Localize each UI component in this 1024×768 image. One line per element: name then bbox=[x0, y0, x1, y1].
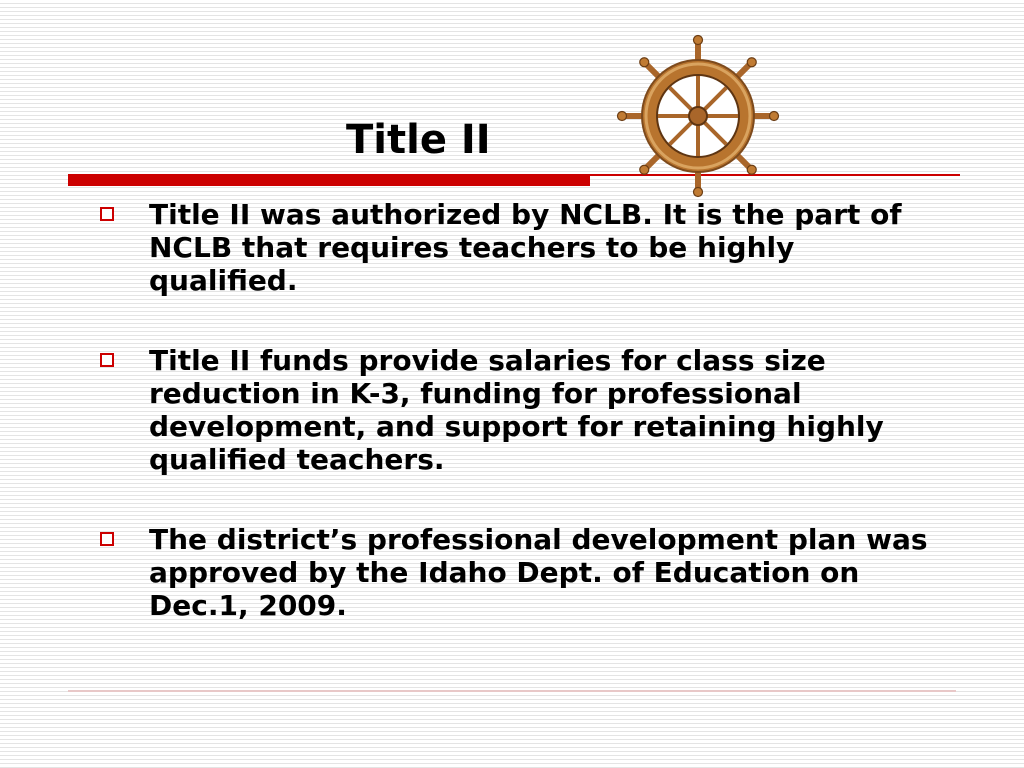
wheel-handle-knob bbox=[694, 36, 703, 45]
bullet-item bbox=[98, 344, 928, 476]
wheel-hub bbox=[689, 107, 707, 125]
wheel-handle-knob bbox=[747, 58, 756, 67]
wheel-handle-knob bbox=[694, 188, 703, 197]
bullet-item bbox=[98, 198, 928, 297]
wheel-handle-knob bbox=[640, 165, 649, 174]
wheel-handle-knob bbox=[618, 112, 627, 121]
title-underline-accent bbox=[68, 176, 590, 186]
wheel-handle-knob bbox=[640, 58, 649, 67]
bullet-list bbox=[98, 198, 928, 669]
bullet-text: Title II was authorized by NCLB. It is the part of NCLB that requires teachers to be highly qualified. bbox=[149, 198, 902, 297]
ships-wheel-icon bbox=[600, 34, 796, 198]
footer-divider bbox=[68, 690, 956, 692]
bullet-text: The district’s professional development plan was approved by the Idaho Dept. of Education on Dec.1, 2009. bbox=[149, 523, 928, 622]
wheel-handle-knob bbox=[747, 165, 756, 174]
square-bullet-icon bbox=[100, 207, 114, 221]
slide-title: Title II bbox=[346, 117, 491, 163]
bullet-item bbox=[98, 523, 928, 622]
bullet-text: Title II funds provide salaries for class size reduction in K-3, funding for professional development, and support for retaining highly qualified teachers. bbox=[149, 344, 884, 476]
square-bullet-icon bbox=[100, 353, 114, 367]
wheel-handle-knob bbox=[770, 112, 779, 121]
square-bullet-icon bbox=[100, 532, 114, 546]
